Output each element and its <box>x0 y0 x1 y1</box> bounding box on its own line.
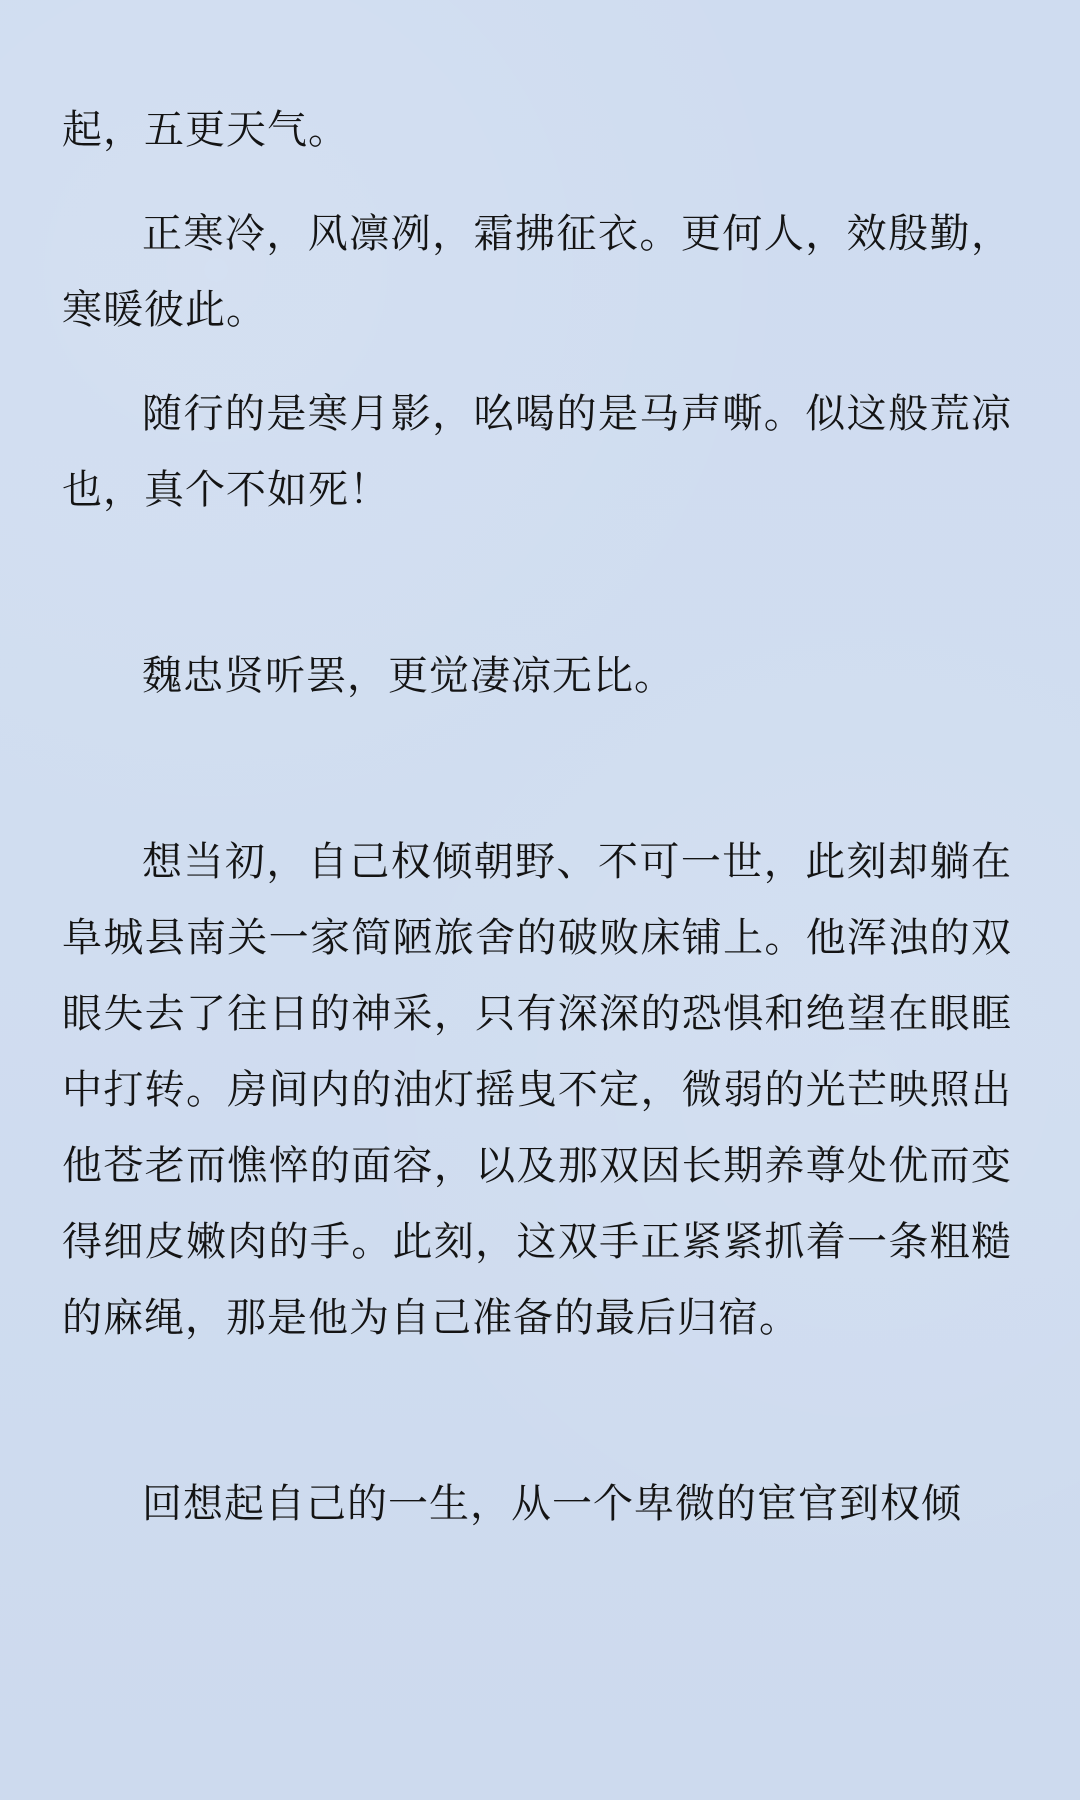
paragraph-gap <box>62 348 1012 376</box>
section-gap <box>62 1356 1012 1466</box>
paragraph: 魏忠贤听罢，更觉凄凉无比。 <box>142 653 675 699</box>
paragraph: 正寒冷，风凛冽，霜拂征衣。更何人，效殷勤，寒暖彼此。 <box>62 211 1012 333</box>
paragraph-gap <box>62 168 1012 196</box>
section-gap <box>62 714 1012 824</box>
section-gap <box>62 528 1012 638</box>
paragraph: 回想起自己的一生，从一个卑微的宦官到权倾 <box>142 1481 962 1527</box>
paragraph: 想当初，自己权倾朝野、不可一世，此刻却躺在阜城县南关一家简陋旅舍的破败床铺上。他浑浊的双眼失去了往日的神采，只有深深的恐惧和绝望在眼眶中打转。房间内的油灯摇曳不定，微弱的光芒映照出他苍老而憔悴的面容，以及那双因长期养尊处优而变得细皮嫩肉的手。此刻，这双手正紧紧抓着一条粗糙的麻绳，那是他为自己准备的最后归宿。 <box>62 839 1012 1341</box>
paragraph: 起，五更天气。 <box>62 107 349 153</box>
text-content <box>62 92 1012 1542</box>
paragraph: 随行的是寒月影，吆喝的是马声嘶。似这般荒凉也，真个不如死！ <box>62 391 1012 513</box>
